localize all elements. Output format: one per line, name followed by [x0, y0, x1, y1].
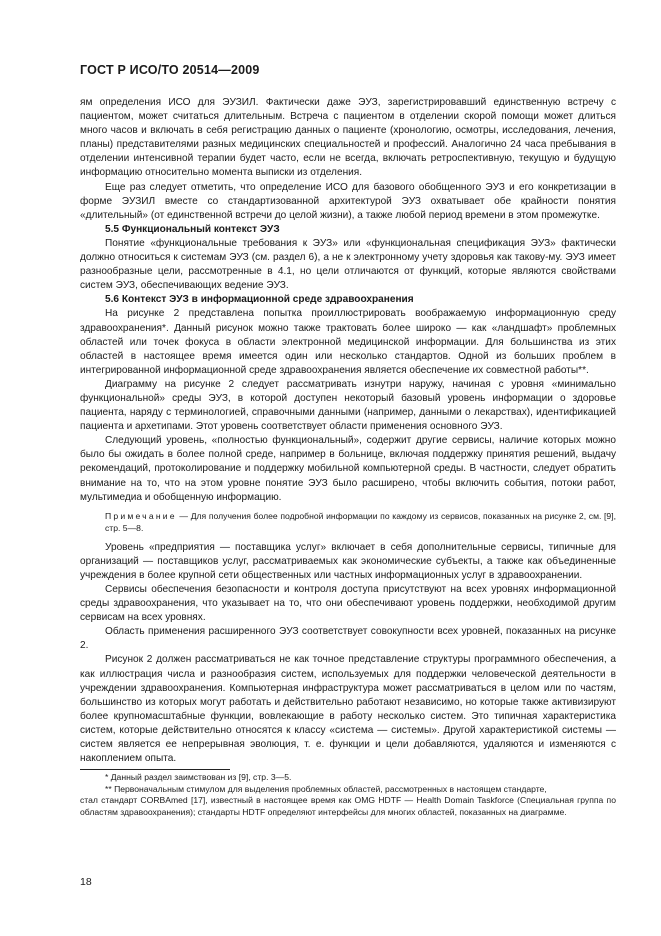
note: [80, 510, 616, 534]
paragraph: Область применения расширенного ЭУЗ соответствует совокупности всех уровней, показанных на рисунке 2.: [80, 626, 616, 652]
paragraph: Диаграмму на рисунке 2 следует рассматривать изнутри наружу, начиная с уровня «минимально функциональной» среды ЭУЗ, в которой доступен некоторый базовый уровень информации о здоровье пациента, наряду с терминологией, справочными данными (например, данными о лекарствах), идентификацией пациента и архетипами. Этот уровень соответствует области применения основного ЭУЗ.: [80, 378, 616, 433]
footnote-separator: [80, 769, 230, 770]
footnote: ** Первоначальным стимулом для выделения проблемных областей, рассмотренных в настоящем стандарте,: [105, 783, 547, 794]
note-label: Примечание: [105, 510, 177, 521]
paragraph: Рисунок 2 должен рассматриваться не как точное представление структуры программного обеспечения, а как иллюстрация числа и разнообразия систем, используемых для поддержки человеческой деятельности в учреждении здравоохранения. Компьютерная инфраструктура может рассматриваться в целом или по частям, большинство из которых могут работать и действительно работают независимо, но которые также активизируют более крупномасштабные функции, вовлекающие в работу несколько систем. Это типичная характеристика систем, которые действительно относятся к классу «система — системы». Другой характеристикой системы — систем является ее непрерывная эволюция, т. е. функции и цели добавляются, удаляются и изменяются с накоплением опыта.: [80, 654, 616, 765]
note-text: — Для получения более подробной информации по каждому из сервисов, показанных на рисунке 2, см. [9], стр. 5—8.: [105, 510, 616, 533]
page-number: 18: [80, 876, 92, 888]
paragraph: Еще раз следует отметить, что определение ИСО для базового обобщенного ЭУЗ и его конкретизации в форме ЭУЗИЛ вместе со стандартизованной архитектурой ЭУЗ охватывает обе крайности понятия «длительный» (от единственной встречи до целой жизни), а также любой период времени в этом промежутке.: [80, 181, 616, 221]
footnote-continuation: стал стандарт CORBAmed [17], известный в настоящее время как OMG HDTF — Health Domain Taskforce (Специальная группа по областям здравоохранения); стандарты HDTF определяют интерфейсы для многих областей, показанных на диаграмме.: [80, 795, 616, 817]
document-header: ГОСТ Р ИСО/ТО 20514—2009: [80, 63, 260, 77]
section-heading-5-5: 5.5 Функциональный контекст ЭУЗ: [105, 223, 280, 235]
paragraph: На рисунке 2 представлена попытка проиллюстрировать воображаемую информационную среду здравоохранения*. Данный рисунок можно также трактовать более широко — как «ландшафт» проблемных областей или точек фокуса в области электронной медицинской информации. Для большинства из этих областей в настоящее время имеется один или несколько стандартов. Одной из больших проблем в интегрированной информационной среде здравоохранения является обеспечение их совместной работы**.: [80, 308, 616, 376]
paragraph: Понятие «функциональные требования к ЭУЗ» или «функциональная спецификация ЭУЗ» фактически должно относиться к системам ЭУЗ (см. раздел 6), а не к электронному учету здоровья как такову-му. ЭУЗ имеет разнообразные цели, рассмотренные в 4.1, но цели отличаются от функций, которые являются свойствами систем ЭУЗ, обеспечивающих ведение ЭУЗ.: [80, 237, 616, 292]
paragraph: ям определения ИСО для ЭУЗИЛ. Фактически даже ЭУЗ, зарегистрировавший единственную встречу с пациентом, может считаться длительным. Встреча с пациентом в отделении скорой помощи может длиться много часов и включать в себя регистрацию данных о пациенте (хронологию, осмотры, исследования, лечения, планы) представителями разных медицинских специальностей и профессий. Аналогично 24 часа пребывания в отделении интенсивной терапии будет часто, если не всегда, включать ретроспективную, текущую и будущую информацию относительно момента выписки из отделения.: [80, 97, 616, 179]
paragraph: Сервисы обеспечения безопасности и контроля доступа присутствуют на всех уровнях информационной среды здравоохранения, что указывает на то, что они обеспечивают уровень поддержки, необходимой другим сервисам на всех уровнях.: [80, 584, 616, 624]
section-heading-5-6: 5.6 Контекст ЭУЗ в информационной среде здравоохранения: [105, 294, 414, 306]
document-body: [80, 96, 616, 818]
paragraph: Уровень «предприятия — поставщика услуг» включает в себя дополнительные сервисы, типичные для организаций — поставщиков услуг, рассматриваемых как экономические субъекты, а также как объединенные учреждения в более крупной сети общественных или частных информационных услуг в здравоохранении.: [80, 541, 616, 581]
footnote: * Данный раздел заимствован из [9], стр. 3—5.: [105, 772, 292, 783]
paragraph: Следующий уровень, «полностью функциональный», содержит другие сервисы, наличие которых можно было бы ожидать в более полной среде, например в больнице, включая поддержку принятия решений, выдачу рекомендаций, протоколирование и поддержку мобильной компьютерной среды. В частности, следует обратить внимание на то, что на этом уровне понятие ЭУЗ было расширено, чтобы включить события, потоки работ, мультимедиа и обобщенную информацию.: [80, 435, 616, 503]
